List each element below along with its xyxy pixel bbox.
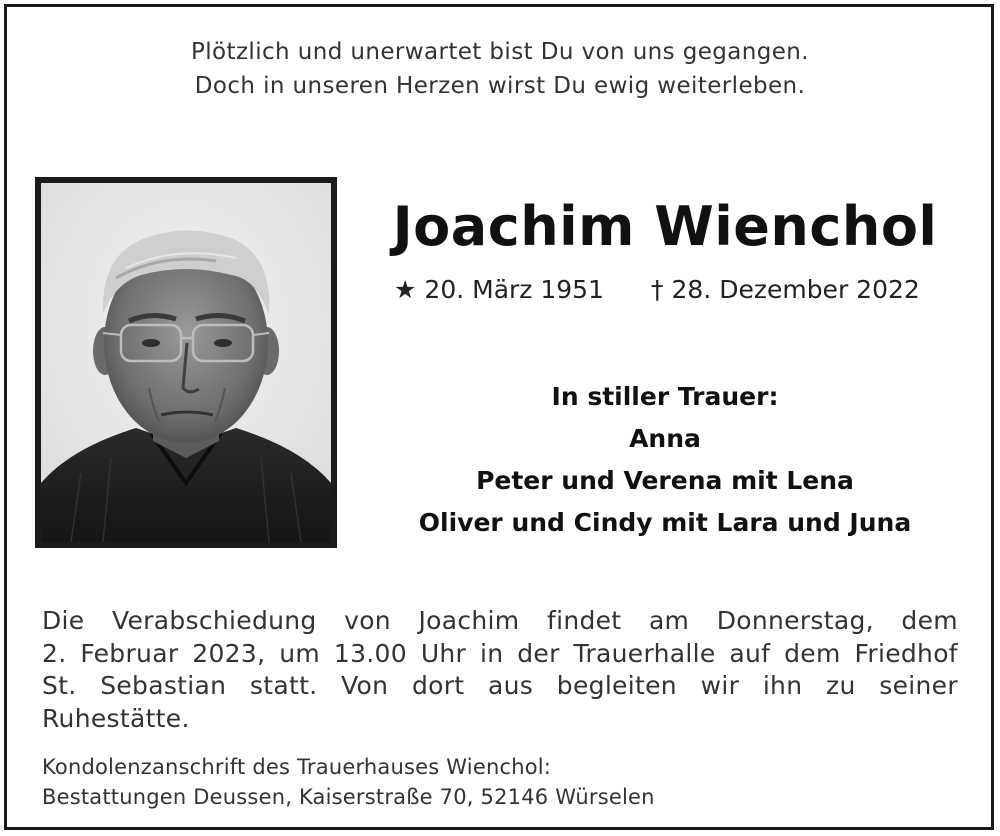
announcement-word: Friedhof — [854, 638, 958, 668]
deceased-name: Joachim Wienchol — [392, 195, 938, 258]
announcement-word: der — [517, 638, 560, 668]
mourner-line: Anna — [629, 424, 701, 453]
death-date-text: 28. Dezember 2022 — [671, 275, 920, 304]
announcement-word: Ruhestätte. — [42, 703, 190, 733]
announcement-line-1 — [42, 605, 958, 638]
announcement-word: seiner — [879, 671, 958, 700]
announcement-word: statt. — [249, 671, 318, 700]
birth-date-text: 20. März 1951 — [424, 275, 604, 304]
announcement-line-2 — [42, 638, 958, 671]
cross-icon: † — [651, 275, 664, 304]
announcement-word: auf — [729, 638, 771, 668]
announcement-word: von — [344, 606, 391, 635]
announcement-word: dort — [411, 671, 465, 700]
intro-line-1: Plötzlich und unerwartet bist Du von uns gegangen. — [191, 39, 809, 65]
announcement-word: am — [648, 606, 690, 635]
announcement-word: um — [279, 638, 321, 668]
announcement-word: begleiten — [556, 671, 677, 700]
announcement-word: 2. — [42, 638, 67, 668]
mourners-heading: In stiller Trauer: — [551, 382, 779, 411]
announcement-line-3 — [42, 670, 958, 703]
announcement-word: Trauerhalle — [573, 638, 716, 668]
intro-line-2: Doch in unseren Herzen wirst Du ewig weiterleben. — [194, 73, 806, 99]
mourner-line: Peter und Verena mit Lena — [476, 466, 854, 495]
announcement-word: dem — [784, 638, 841, 668]
announcement-word: Sebastian — [100, 671, 227, 700]
portrait-photo-frame — [35, 177, 337, 548]
announcement-word: 2023, — [192, 638, 266, 668]
condolence-address: Bestattungen Deussen, Kaiserstraße 70, 52146 Würselen — [42, 785, 655, 809]
announcement-word: Donnerstag, — [716, 606, 874, 635]
announcement-word: 13.00 — [333, 638, 407, 668]
announcement-word: Februar — [80, 638, 179, 668]
condolence-address-label: Kondolenzanschrift des Trauerhauses Wienchol: — [42, 755, 552, 779]
announcement-line-4 — [42, 703, 958, 736]
announcement-word: Verabschiedung — [112, 606, 317, 635]
announcement-word: Von — [341, 671, 389, 700]
announcement-word: findet — [546, 606, 622, 635]
announcement-word: Die — [42, 606, 85, 635]
portrait-photo — [41, 183, 331, 542]
announcement-word: aus — [488, 671, 534, 700]
star-icon: ★ — [394, 275, 417, 304]
announcement-word: Uhr — [420, 638, 467, 668]
birth-date — [394, 272, 604, 308]
announcement-word: in — [480, 638, 504, 668]
announcement-word: wir — [700, 671, 740, 700]
portrait-illustration — [41, 183, 331, 542]
announcement-word: ihn — [762, 671, 803, 700]
announcement-word: Joachim — [418, 606, 520, 635]
death-date — [651, 272, 920, 308]
announcement-word: zu — [826, 671, 856, 700]
announcement-word: dem — [901, 606, 958, 635]
announcement-word: St. — [42, 671, 77, 700]
mourner-line: Oliver und Cindy mit Lara und Juna — [418, 508, 912, 537]
